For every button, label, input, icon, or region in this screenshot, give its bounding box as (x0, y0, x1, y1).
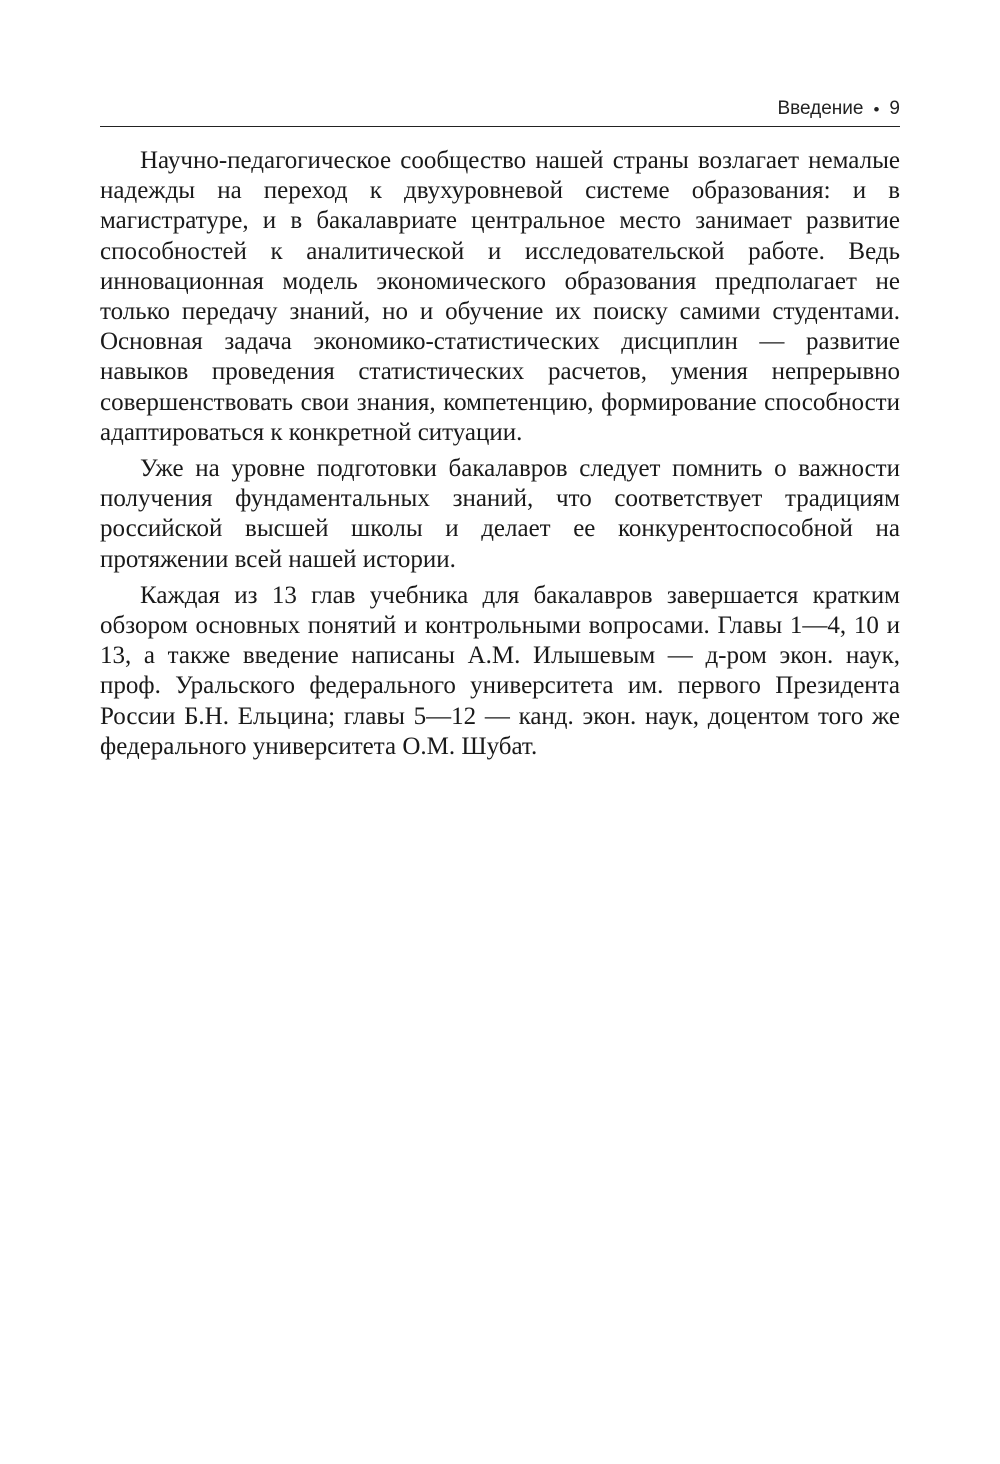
header-rule (100, 126, 900, 127)
paragraph-3: Каждая из 13 глав учебника для бакалавров завершается кратким обзором основных понятий и контрольными вопросами. Главы 1—4, 10 и 13, а также введение написаны А.М. Илышевым — д-ром экон. наук, проф. Уральского федерального университета им. первого Президента России Б.Н. Ельцина; главы 5—12 — канд. экон. наук, доцентом того же федерального университета О.М. Шубат. (100, 581, 900, 760)
page-number: 9 (889, 98, 900, 119)
book-page (100, 0, 900, 1464)
section-title: Введение (777, 98, 864, 119)
body-text (100, 146, 900, 768)
bullet-separator: • (873, 99, 880, 119)
running-head (777, 94, 900, 124)
paragraph-2: Уже на уровне подготовки бакалавров следует помнить о важности получения фундаментальных знаний, что соответствует традициям российской высшей школы и делает ее конкурентоспособной на протяжении всей нашей истории. (100, 455, 900, 573)
paragraph-1: Научно-педагогическое сообщество нашей страны возлагает немалые надежды на переход к двухуровневой системе образования: и в магистратуре, и в бакалавриате центральное место занимает развитие способностей к аналитической и исследовательской работе. Ведь инновационная модель экономического образования предполагает не только передачу знаний, но и обучение их поиску самими студентами. Основная задача экономико-статистических дисциплин — развитие навыков проведения статистических расчетов, умения непрерывно совершенствовать свои знания, компетенцию, формирование способности адаптироваться к конкретной ситуации. (100, 147, 900, 446)
